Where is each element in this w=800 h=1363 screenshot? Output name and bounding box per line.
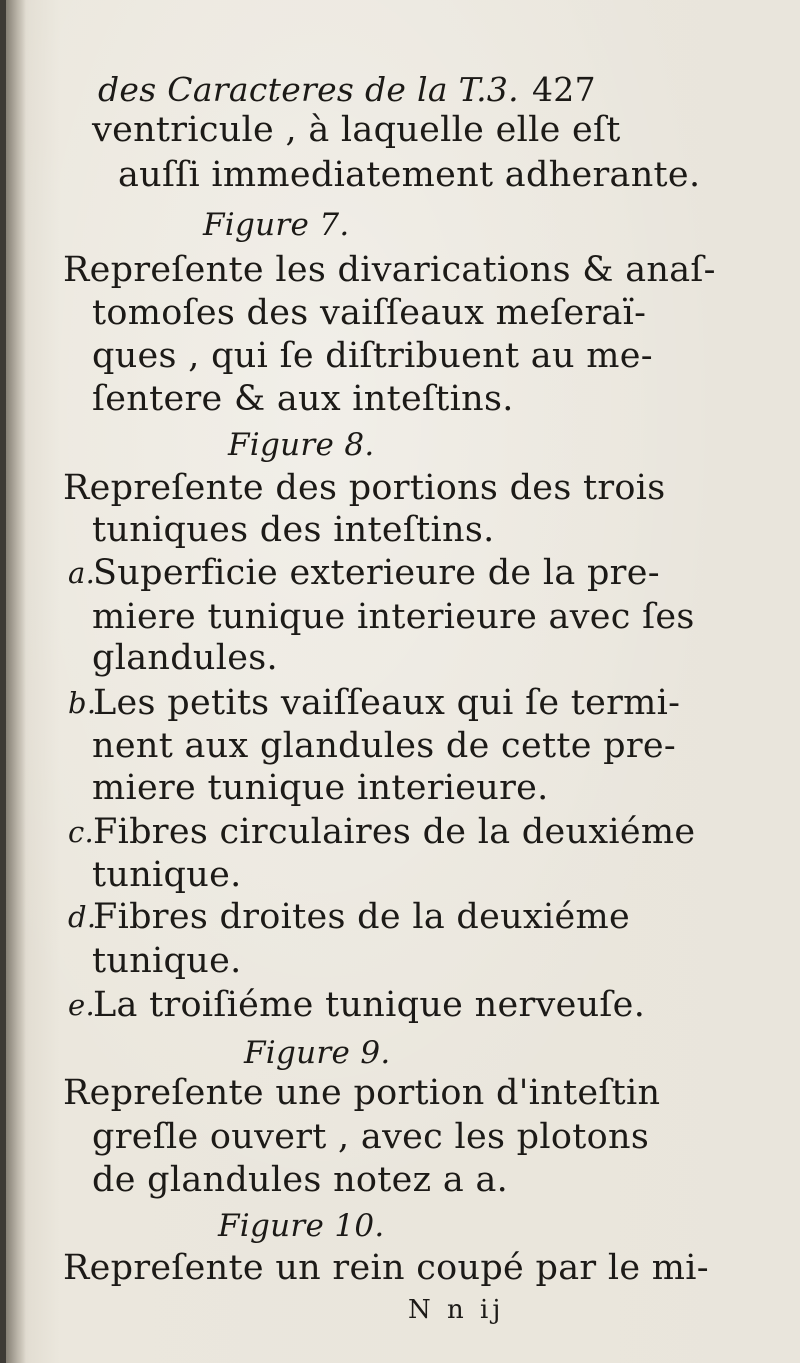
key-letter: c.: [68, 815, 95, 849]
figure-heading: Figure 10.: [218, 1208, 385, 1244]
text-line: tomoſes des vaiſſeaux meſeraï-: [92, 293, 647, 333]
text-line: Fibres droites de la deuxiéme: [93, 897, 631, 937]
text-line: Repreſente un rein coupé par le mi-: [63, 1248, 709, 1288]
text-line: tunique.: [92, 855, 242, 895]
text-line: La troiſiéme tunique nerveuſe.: [93, 985, 646, 1025]
text-line: Repreſente les divarications & anaſ-: [63, 250, 716, 290]
text-line: glandules.: [92, 638, 278, 678]
key-letter: e.: [68, 988, 95, 1022]
text-line: Repreſente une portion d'inteſtin: [63, 1073, 661, 1113]
text-line: auſſi immediatement adherante.: [118, 155, 701, 195]
figure-heading: Figure 8.: [228, 427, 375, 463]
page-number: 427: [532, 70, 596, 109]
text-line: de glandules notez a a.: [92, 1160, 509, 1200]
text-line: ques , qui ſe diſtribuent au me-: [92, 336, 653, 376]
key-letter: d.: [68, 900, 97, 934]
text-line: ventricule , à laquelle elle eſt: [92, 110, 621, 150]
signature-mark: N n ij: [408, 1295, 505, 1325]
text-line: ſentere & aux inteſtins.: [92, 379, 514, 419]
text-line: Superficie exterieure de la pre-: [93, 553, 660, 593]
text-line: tuniques des inteſtins.: [92, 510, 495, 550]
running-title: des Caracteres de la T.3.: [98, 70, 519, 109]
text-line: Repreſente des portions des trois: [63, 468, 666, 508]
text-line: greſle ouvert , avec les plotons: [92, 1117, 650, 1157]
key-letter: a.: [68, 556, 96, 590]
book-binding-edge: [0, 0, 6, 1363]
text-line: Les petits vaiſſeaux qui ſe termi-: [93, 683, 681, 723]
figure-heading: Figure 9.: [244, 1035, 391, 1071]
text-line: Fibres circulaires de la deuxiéme: [93, 812, 696, 852]
text-line: miere tunique interieure.: [92, 768, 549, 808]
text-line: nent aux glandules de cette pre-: [92, 726, 677, 766]
key-letter: b.: [68, 686, 97, 720]
figure-heading: Figure 7.: [203, 207, 350, 243]
text-line: tunique.: [92, 941, 242, 981]
text-line: miere tunique interieure avec ſes: [92, 597, 695, 637]
